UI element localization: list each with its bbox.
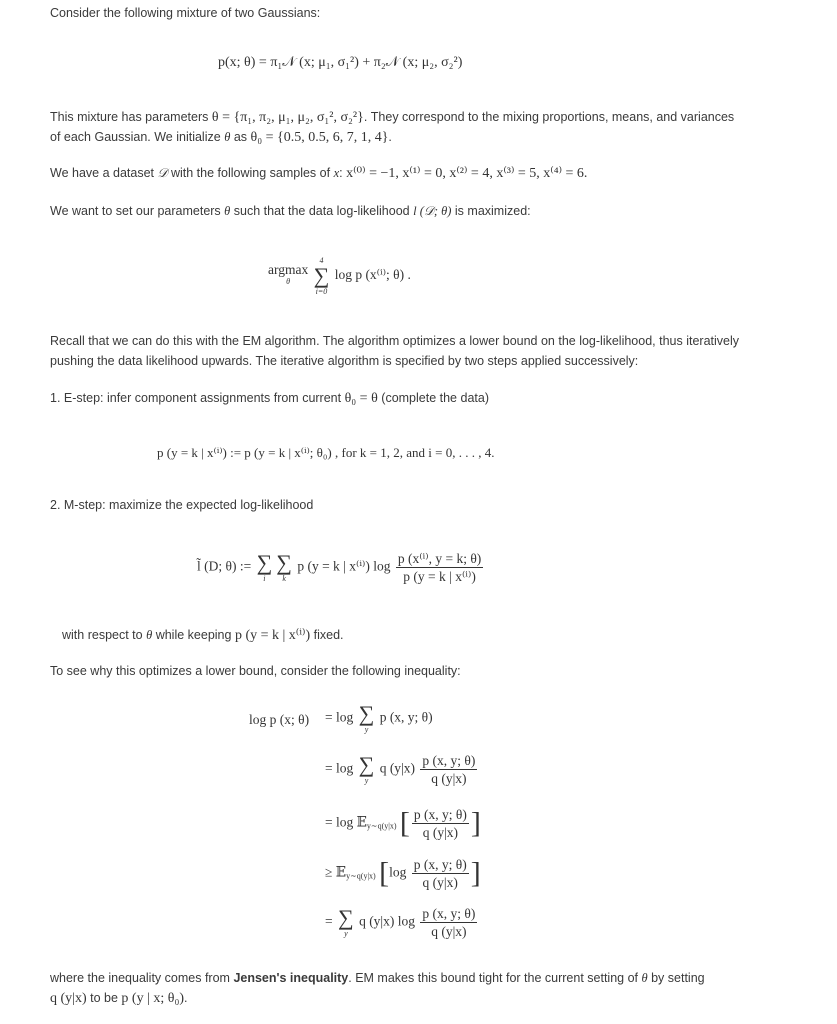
ineq-row-3: = log 𝔼$_{y\sim q(y|x)}$ [ $\frac{p (x, y; \theta)}{q (y|x)}$ ] bbox=[325, 806, 481, 840]
ineq-row-2: = log ∑ y q (y|x) $\frac{p (x, y; \theta)}{q (y|x)}$ bbox=[325, 752, 476, 786]
estep-math: θ₀ = θ bbox=[344, 391, 378, 406]
final-line-1: where the inequality comes from Jensen's inequality. EM makes this bound tight for the current setting of θ by setting bbox=[50, 971, 705, 985]
params-init: θ₀ = {0.5, 0.5, 6, 7, 1, 4} bbox=[250, 130, 389, 145]
sum-over-i: ∑ i bbox=[256, 550, 273, 583]
params-line-1: This mixture has parameters θ = {π₁, π₂, μ₁, μ₂, σ₁², σ₂²}. They correspond to the mixing proportions, means, and variances bbox=[50, 110, 735, 125]
ineq-row-4: ≥ 𝔼$_{y\sim q(y|x)}$ [log $\frac{p (x, y; \theta)}{q (y|x)}$ ] bbox=[325, 856, 481, 890]
mstep-equation: l̃ (D; θ) := ∑ i ∑ k p (y = k | x⁽ⁱ⁾) log $\frac{\text{p (x⁽ⁱ⁾, y = k; θ)}}{\text{p (y = k | x⁽ⁱ⁾)}}$ bbox=[197, 550, 482, 584]
dataset-samples: x⁽⁰⁾ = −1, x⁽¹⁾ = 0, x⁽²⁾ = 4, x⁽³⁾ = 5, x⁽⁴⁾ = 6. bbox=[346, 166, 588, 181]
argmax-operator: argmax θ bbox=[268, 262, 309, 286]
sum-symbol: 4 ∑ i=0 bbox=[313, 256, 330, 296]
estep-heading: 1. E-step: infer component assignments from current θ₀ = θ (complete the data) bbox=[50, 391, 489, 406]
recall-line-2: pushing the data likelihood upwards. The iterative algorithm is specified by two steps applied successively: bbox=[50, 354, 639, 368]
jensens-inequality: Jensen's inequality bbox=[233, 971, 349, 985]
mstep-heading: 2. M-step: maximize the expected log-likelihood bbox=[50, 498, 314, 512]
sum-over-k: ∑ k bbox=[276, 550, 292, 583]
params-line-2: of each Gaussian. We initialize θ as θ₀ = {0.5, 0.5, 6, 7, 1, 4}. bbox=[50, 130, 392, 145]
ineq-lhs: log p (x; θ) bbox=[249, 712, 310, 727]
recall-line-1: Recall that we can do this with the EM algorithm. The algorithm optimizes a lower bound on the log-likelihood, thus iteratively bbox=[50, 334, 740, 348]
mixture-equation: p(x; θ) = π₁𝒩 (x; μ₁, σ₁²) + π₂𝒩 (x; μ₂, σ₂²) bbox=[218, 55, 463, 70]
estep-equation: p (y = k | x⁽ⁱ⁾) := p (y = k | x⁽ⁱ⁾; θ₀) , for k = 1, 2, and i = 0, . . . , 4. bbox=[157, 445, 495, 460]
ineq-row-5: = ∑ y q (y|x) log $\frac{p (x, y; \theta)}{q (y|x)}$ bbox=[325, 905, 476, 939]
loglik-symbol: l (𝒟; θ) bbox=[413, 204, 452, 218]
dataset-line: We have a dataset 𝒟 with the following samples of x: x⁽⁰⁾ = −1, x⁽¹⁾ = 0, x⁽²⁾ = 4, x⁽³⁾ = 5, x⁽⁴⁾ = 6. bbox=[50, 166, 588, 181]
respect-line: with respect to θ while keeping p (y = k | x⁽ⁱ⁾) fixed. bbox=[62, 628, 344, 643]
params-math: θ = {π₁, π₂, μ₁, μ₂, σ₁², σ₂²} bbox=[211, 110, 364, 125]
see-why-line: To see why this optimizes a lower bound, consider the following inequality: bbox=[50, 664, 461, 678]
argmax-equation: argmax θ 4 ∑ i=0 log p (x⁽ⁱ⁾; θ) . bbox=[268, 256, 411, 296]
mstep-fraction: $\frac{\text{p (x⁽ⁱ⁾, y = k; θ)}}{\text{p (y = k | x⁽ⁱ⁾)}}$ bbox=[397, 551, 482, 584]
goal-line: We want to set our parameters θ such that the data log-likelihood l (𝒟; θ) is maximized: bbox=[50, 204, 531, 218]
ineq-row-1: = log ∑ y p (x, y; θ) bbox=[325, 701, 433, 734]
intro-text: Consider the following mixture of two Gaussians: bbox=[50, 6, 321, 20]
final-line-2: q (y|x) to be p (y | x; θ₀). bbox=[50, 991, 188, 1006]
